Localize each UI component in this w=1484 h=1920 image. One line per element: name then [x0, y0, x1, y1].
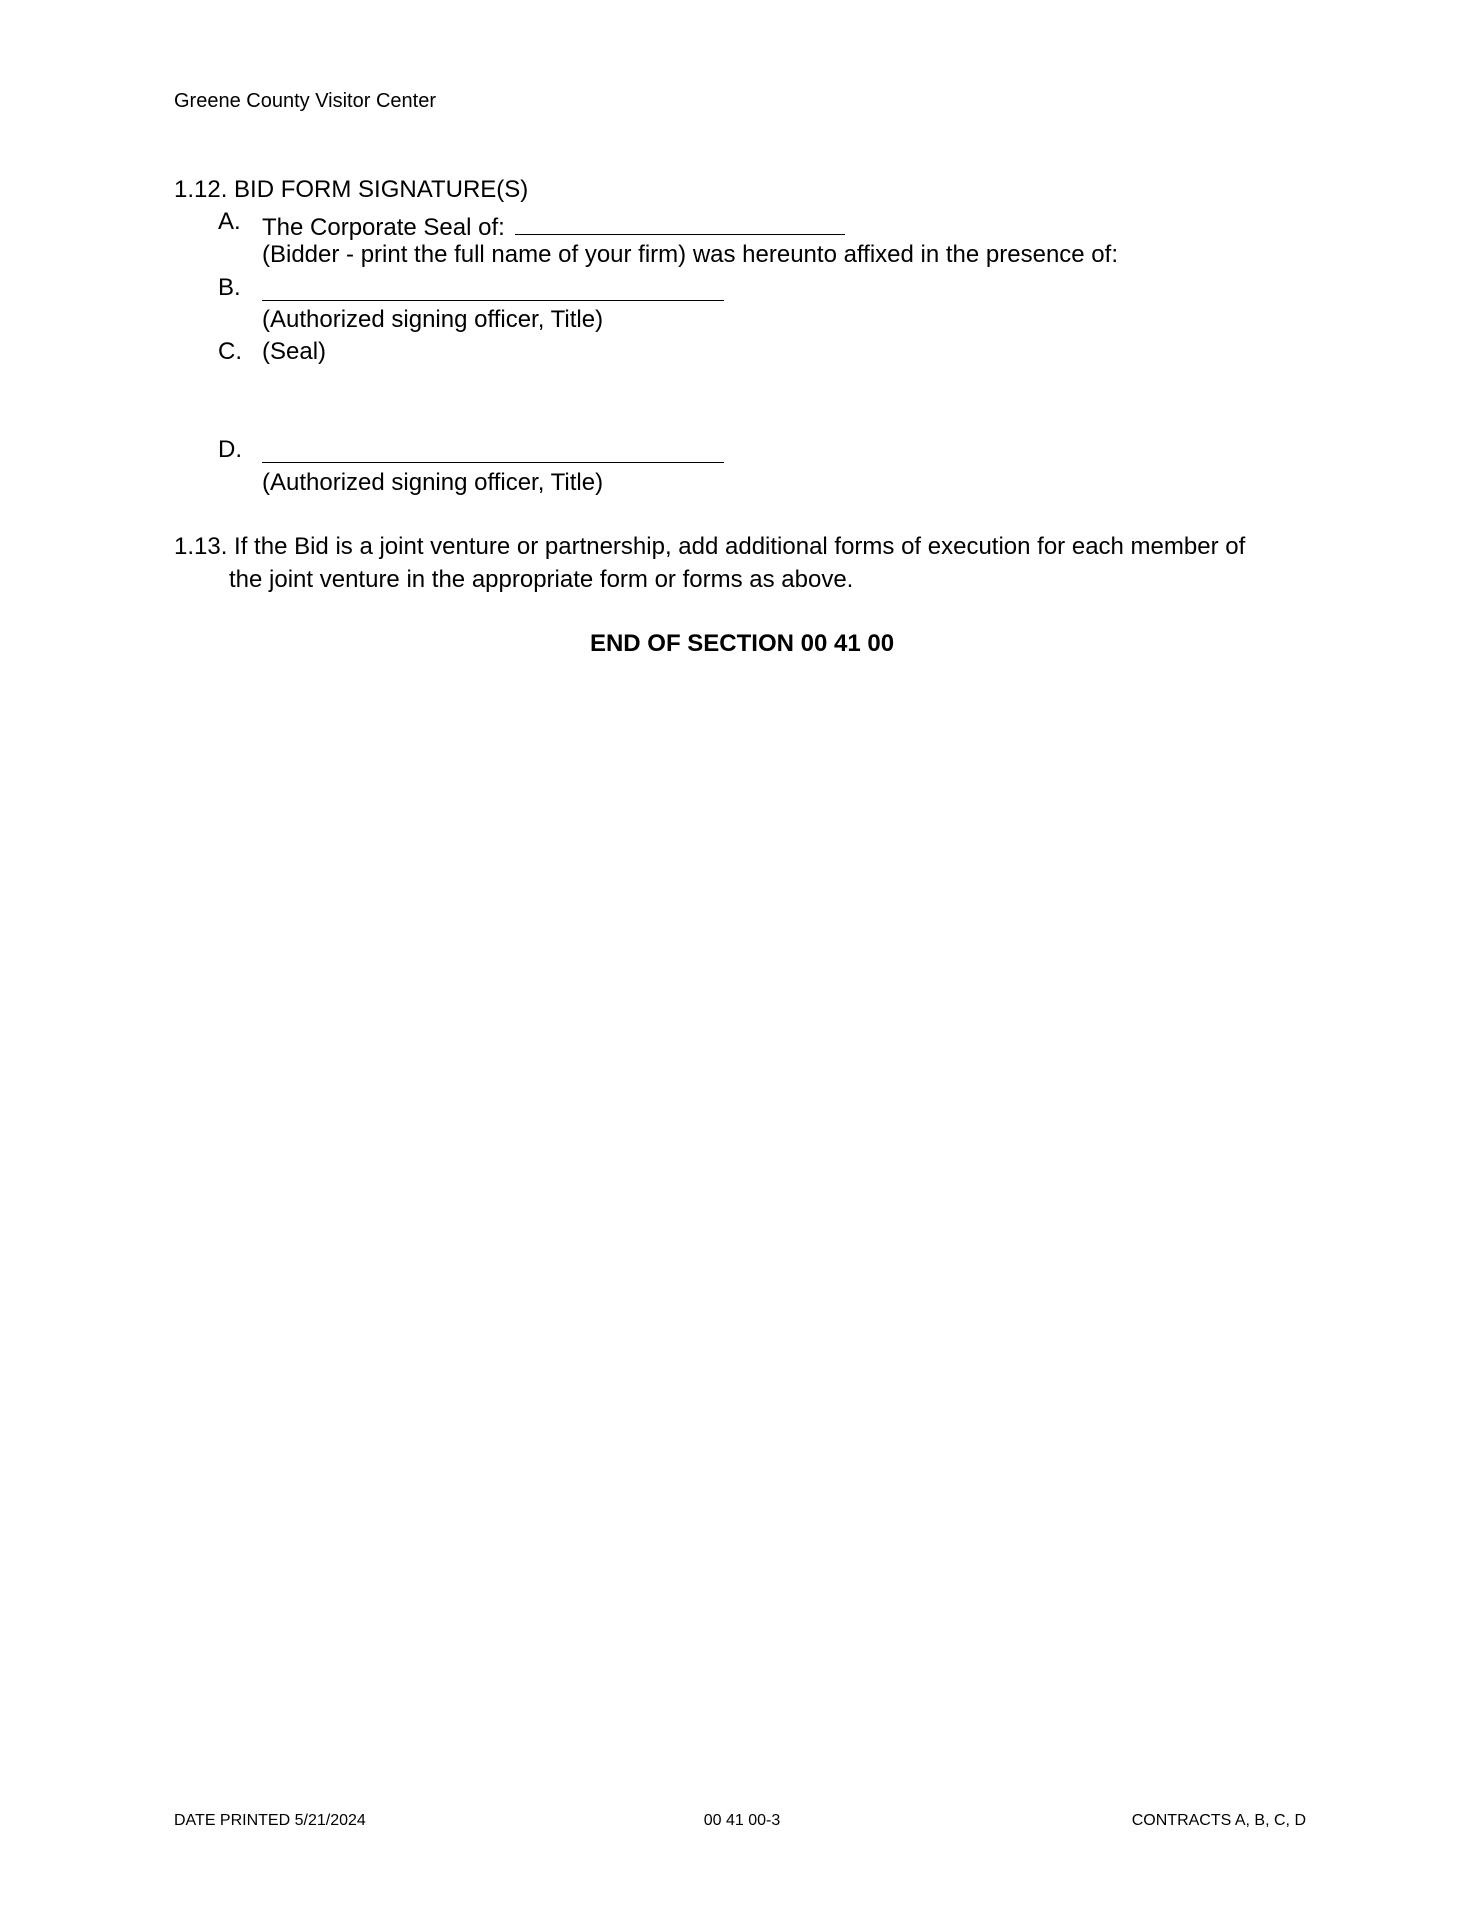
- section-1-12-heading: 1.12. BID FORM SIGNATURE(S): [174, 176, 529, 203]
- item-a-row: [262, 208, 845, 242]
- section-1-13-line2: the joint venture in the appropriate form or forms as above.: [229, 566, 854, 593]
- footer-contracts: CONTRACTS A, B, C, D: [1131, 1812, 1306, 1829]
- item-b-letter: B.: [218, 274, 241, 301]
- section-1-13-line1: 1.13. If the Bid is a joint venture or partnership, add additional forms of execution for each member of: [174, 533, 1246, 560]
- footer-date-printed: DATE PRINTED 5/21/2024: [174, 1812, 366, 1829]
- item-c-seal-text: (Seal): [262, 338, 327, 365]
- end-of-section-text: END OF SECTION 00 41 00: [589, 630, 895, 657]
- header-project-title: Greene County Visitor Center: [174, 90, 436, 112]
- item-b-signature-line[interactable]: [262, 274, 724, 301]
- item-d-caption: (Authorized signing officer, Title): [262, 469, 604, 496]
- firm-name-signature-line[interactable]: [515, 208, 845, 235]
- item-d-letter: D.: [218, 436, 242, 463]
- item-d-signature-line[interactable]: [262, 436, 724, 463]
- footer-page-number: 00 41 00-3: [703, 1812, 781, 1829]
- item-a-text: The Corporate Seal of:: [262, 214, 505, 241]
- item-b-caption: (Authorized signing officer, Title): [262, 306, 604, 333]
- item-a-note: (Bidder - print the full name of your firm) was hereunto affixed in the presence of:: [262, 241, 1118, 268]
- item-c-letter: C.: [218, 338, 242, 365]
- item-a-letter: A.: [218, 208, 241, 235]
